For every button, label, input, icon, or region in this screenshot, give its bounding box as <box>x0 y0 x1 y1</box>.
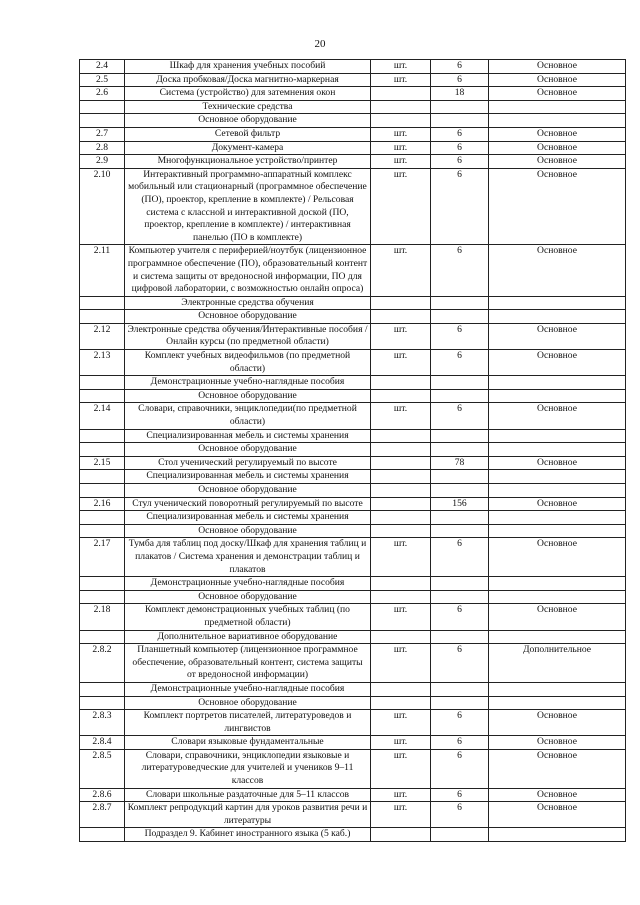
item-number <box>80 577 125 591</box>
item-unit <box>371 429 431 443</box>
item-type <box>489 630 626 644</box>
item-type: Основное <box>489 350 626 376</box>
table-row <box>80 456 626 470</box>
item-type: Основное <box>489 127 626 141</box>
item-unit: шт. <box>371 604 431 630</box>
item-unit: шт. <box>371 749 431 788</box>
section-row <box>80 100 626 114</box>
item-number: 2.8 <box>80 141 125 155</box>
section-heading: Специализированная мебель и системы хранения <box>125 511 371 525</box>
table-row <box>80 403 626 429</box>
item-type <box>489 100 626 114</box>
item-type <box>489 470 626 484</box>
section-heading: Демонстрационные учебно-наглядные пособия <box>125 682 371 696</box>
item-type <box>489 296 626 310</box>
item-type <box>489 389 626 403</box>
table-row <box>80 323 626 349</box>
item-number <box>80 389 125 403</box>
section-row <box>80 484 626 498</box>
section-row <box>80 376 626 390</box>
item-quantity: 6 <box>431 155 489 169</box>
item-name: Словари, справочники, энциклопедии(по предметной области) <box>125 403 371 429</box>
item-type: Основное <box>489 73 626 87</box>
item-type <box>489 524 626 538</box>
item-unit <box>371 524 431 538</box>
section-row <box>80 511 626 525</box>
section-row <box>80 577 626 591</box>
item-type <box>489 484 626 498</box>
item-number: 2.8.6 <box>80 788 125 802</box>
item-quantity: 6 <box>431 644 489 683</box>
item-type: Основное <box>489 323 626 349</box>
section-row <box>80 470 626 484</box>
item-quantity <box>431 429 489 443</box>
section-row <box>80 310 626 324</box>
item-quantity: 78 <box>431 456 489 470</box>
item-type: Основное <box>489 87 626 101</box>
item-quantity: 6 <box>431 788 489 802</box>
item-unit <box>371 577 431 591</box>
item-type: Основное <box>489 710 626 736</box>
section-row <box>80 630 626 644</box>
item-type: Основное <box>489 788 626 802</box>
item-type: Основное <box>489 604 626 630</box>
item-type: Основное <box>489 736 626 750</box>
item-unit: шт. <box>371 710 431 736</box>
item-quantity <box>431 100 489 114</box>
item-quantity: 6 <box>431 73 489 87</box>
table-row <box>80 538 626 577</box>
item-quantity: 6 <box>431 604 489 630</box>
item-unit: шт. <box>371 802 431 828</box>
item-number <box>80 511 125 525</box>
item-unit: шт. <box>371 73 431 87</box>
item-quantity <box>431 682 489 696</box>
item-quantity <box>431 389 489 403</box>
item-name: Интерактивный программно-аппаратный комплекс мобильный или стационарный (программное обеспечение (ПО), проектор, крепление в комплекте) / Рельсовая система с классной и интерактивной доской (ПО, проектор, крепление в комплекте) / интерактивная панелью (ПО в комплекте) <box>125 168 371 245</box>
item-type: Основное <box>489 538 626 577</box>
item-number: 2.14 <box>80 403 125 429</box>
item-unit <box>371 443 431 457</box>
item-type <box>489 590 626 604</box>
item-type <box>489 511 626 525</box>
section-heading: Дополнительное вариативное оборудование <box>125 630 371 644</box>
table-row <box>80 604 626 630</box>
item-number <box>80 376 125 390</box>
item-quantity: 6 <box>431 245 489 296</box>
item-unit: шт. <box>371 155 431 169</box>
item-name: Компьютер учителя с периферией/ноутбук (лицензионное программное обеспечение (ПО), образовательный контент и система защиты от вредоносной информации, ПО для цифровой лаборатории, с возможностью онлайн опроса) <box>125 245 371 296</box>
item-type: Основное <box>489 749 626 788</box>
item-quantity: 6 <box>431 350 489 376</box>
item-quantity: 6 <box>431 403 489 429</box>
section-heading: Основное оборудование <box>125 590 371 604</box>
item-unit <box>371 511 431 525</box>
section-row <box>80 590 626 604</box>
item-quantity <box>431 590 489 604</box>
item-name: Словари языковые фундаментальные <box>125 736 371 750</box>
item-quantity: 6 <box>431 802 489 828</box>
section-row <box>80 828 626 842</box>
item-type: Основное <box>489 141 626 155</box>
table-row <box>80 710 626 736</box>
item-number <box>80 630 125 644</box>
item-unit <box>371 497 431 511</box>
section-row <box>80 524 626 538</box>
item-number <box>80 296 125 310</box>
item-name: Документ-камера <box>125 141 371 155</box>
item-unit: шт. <box>371 141 431 155</box>
item-unit: шт. <box>371 788 431 802</box>
table-row <box>80 168 626 245</box>
table-row <box>80 788 626 802</box>
table-row <box>80 60 626 74</box>
table-row <box>80 127 626 141</box>
table-row <box>80 350 626 376</box>
item-quantity: 6 <box>431 749 489 788</box>
table-row <box>80 749 626 788</box>
item-number: 2.10 <box>80 168 125 245</box>
table-row <box>80 87 626 101</box>
item-type <box>489 577 626 591</box>
item-number <box>80 682 125 696</box>
section-row <box>80 389 626 403</box>
item-type: Дополнительное <box>489 644 626 683</box>
section-row <box>80 114 626 128</box>
item-type: Основное <box>489 802 626 828</box>
item-unit: шт. <box>371 538 431 577</box>
item-number <box>80 310 125 324</box>
item-quantity <box>431 296 489 310</box>
section-heading: Специализированная мебель и системы хранения <box>125 470 371 484</box>
item-name: Словари, справочники, энциклопедии языковые и литературоведческие для учителей и учеников 9–11 классов <box>125 749 371 788</box>
table-row <box>80 736 626 750</box>
section-heading: Основное оборудование <box>125 443 371 457</box>
item-name: Тумба для таблиц под доску/Шкаф для хранения таблиц и плакатов / Система хранения и демонстрации таблиц и плакатов <box>125 538 371 577</box>
item-unit <box>371 470 431 484</box>
item-name: Стул ученический поворотный регулируемый по высоте <box>125 497 371 511</box>
item-unit: шт. <box>371 168 431 245</box>
item-unit: шт. <box>371 127 431 141</box>
item-number: 2.8.3 <box>80 710 125 736</box>
item-number: 2.16 <box>80 497 125 511</box>
section-heading: Демонстрационные учебно-наглядные пособия <box>125 376 371 390</box>
section-row <box>80 429 626 443</box>
table-row <box>80 497 626 511</box>
item-quantity: 6 <box>431 323 489 349</box>
item-unit <box>371 682 431 696</box>
item-unit <box>371 376 431 390</box>
item-name: Планшетный компьютер (лицензионное программное обеспечение, образовательный контент, система защиты от вредоносной информации) <box>125 644 371 683</box>
item-unit: шт. <box>371 736 431 750</box>
item-type: Основное <box>489 60 626 74</box>
item-unit <box>371 296 431 310</box>
item-unit <box>371 310 431 324</box>
table-row <box>80 155 626 169</box>
item-number: 2.13 <box>80 350 125 376</box>
item-number: 2.18 <box>80 604 125 630</box>
item-name: Комплект портретов писателей, литературоведов и лингвистов <box>125 710 371 736</box>
item-name: Доска пробковая/Доска магнитно-маркерная <box>125 73 371 87</box>
item-number <box>80 470 125 484</box>
item-quantity: 18 <box>431 87 489 101</box>
item-type: Основное <box>489 497 626 511</box>
item-quantity <box>431 484 489 498</box>
item-name: Система (устройство) для затемнения окон <box>125 87 371 101</box>
item-unit: шт. <box>371 350 431 376</box>
item-type: Основное <box>489 168 626 245</box>
item-name: Комплект репродукций картин для уроков развития речи и литературы <box>125 802 371 828</box>
item-unit <box>371 828 431 842</box>
item-name: Комплект учебных видеофильмов (по предметной области) <box>125 350 371 376</box>
item-name: Многофункциональное устройство/принтер <box>125 155 371 169</box>
item-unit: шт. <box>371 245 431 296</box>
item-quantity <box>431 577 489 591</box>
item-quantity <box>431 114 489 128</box>
item-quantity: 6 <box>431 141 489 155</box>
item-unit: шт. <box>371 60 431 74</box>
item-name: Сетевой фильтр <box>125 127 371 141</box>
item-name: Стол ученический регулируемый по высоте <box>125 456 371 470</box>
item-unit <box>371 114 431 128</box>
item-number: 2.8.5 <box>80 749 125 788</box>
item-number: 2.5 <box>80 73 125 87</box>
item-quantity <box>431 470 489 484</box>
item-quantity: 6 <box>431 710 489 736</box>
item-unit <box>371 484 431 498</box>
item-quantity <box>431 696 489 710</box>
item-unit <box>371 630 431 644</box>
item-number: 2.12 <box>80 323 125 349</box>
table-row <box>80 73 626 87</box>
item-number: 2.8.2 <box>80 644 125 683</box>
section-heading: Основное оборудование <box>125 696 371 710</box>
item-quantity <box>431 310 489 324</box>
section-heading: Основное оборудование <box>125 484 371 498</box>
item-number: 2.4 <box>80 60 125 74</box>
item-number <box>80 590 125 604</box>
item-quantity <box>431 828 489 842</box>
item-number: 2.17 <box>80 538 125 577</box>
item-number: 2.8.4 <box>80 736 125 750</box>
item-quantity <box>431 443 489 457</box>
section-heading: Основное оборудование <box>125 114 371 128</box>
item-quantity <box>431 630 489 644</box>
item-type <box>489 310 626 324</box>
item-number <box>80 114 125 128</box>
item-number: 2.7 <box>80 127 125 141</box>
section-heading: Электронные средства обучения <box>125 296 371 310</box>
item-type <box>489 429 626 443</box>
item-name: Электронные средства обучения/Интерактивные пособия / Онлайн курсы (по предметной области) <box>125 323 371 349</box>
item-type <box>489 682 626 696</box>
item-quantity <box>431 524 489 538</box>
item-quantity: 6 <box>431 736 489 750</box>
table-row <box>80 245 626 296</box>
item-type <box>489 443 626 457</box>
item-type <box>489 114 626 128</box>
section-row <box>80 296 626 310</box>
page-number: 20 <box>314 38 326 50</box>
item-type <box>489 696 626 710</box>
item-unit <box>371 100 431 114</box>
section-heading: Технические средства <box>125 100 371 114</box>
item-unit <box>371 696 431 710</box>
item-number: 2.8.7 <box>80 802 125 828</box>
table-row <box>80 644 626 683</box>
equipment-table <box>79 59 626 842</box>
item-type <box>489 376 626 390</box>
item-unit <box>371 456 431 470</box>
item-quantity: 6 <box>431 60 489 74</box>
section-heading: Основное оборудование <box>125 310 371 324</box>
item-number <box>80 484 125 498</box>
section-heading: Основное оборудование <box>125 389 371 403</box>
item-unit <box>371 590 431 604</box>
item-type: Основное <box>489 245 626 296</box>
section-row <box>80 696 626 710</box>
table-row <box>80 802 626 828</box>
item-type: Основное <box>489 155 626 169</box>
equipment-table-body <box>80 60 626 842</box>
section-heading: Подраздел 9. Кабинет иностранного языка (5 каб.) <box>125 828 371 842</box>
item-quantity: 156 <box>431 497 489 511</box>
section-heading: Специализированная мебель и системы хранения <box>125 429 371 443</box>
item-unit <box>371 87 431 101</box>
item-number <box>80 696 125 710</box>
item-quantity: 6 <box>431 538 489 577</box>
item-unit <box>371 389 431 403</box>
item-type <box>489 828 626 842</box>
section-heading: Основное оборудование <box>125 524 371 538</box>
item-quantity <box>431 376 489 390</box>
item-type: Основное <box>489 456 626 470</box>
item-number <box>80 524 125 538</box>
item-name: Шкаф для хранения учебных пособий <box>125 60 371 74</box>
section-row <box>80 682 626 696</box>
section-row <box>80 443 626 457</box>
item-number: 2.11 <box>80 245 125 296</box>
item-number <box>80 429 125 443</box>
item-quantity: 6 <box>431 127 489 141</box>
item-name: Комплект демонстрационных учебных таблиц (по предметной области) <box>125 604 371 630</box>
item-number <box>80 443 125 457</box>
item-unit: шт. <box>371 403 431 429</box>
item-name: Словари школьные раздаточные для 5–11 классов <box>125 788 371 802</box>
item-type: Основное <box>489 403 626 429</box>
item-number: 2.6 <box>80 87 125 101</box>
table-row <box>80 141 626 155</box>
item-number <box>80 828 125 842</box>
item-number: 2.9 <box>80 155 125 169</box>
item-number: 2.15 <box>80 456 125 470</box>
item-unit: шт. <box>371 323 431 349</box>
item-quantity <box>431 511 489 525</box>
item-number <box>80 100 125 114</box>
section-heading: Демонстрационные учебно-наглядные пособия <box>125 577 371 591</box>
item-quantity: 6 <box>431 168 489 245</box>
item-unit: шт. <box>371 644 431 683</box>
